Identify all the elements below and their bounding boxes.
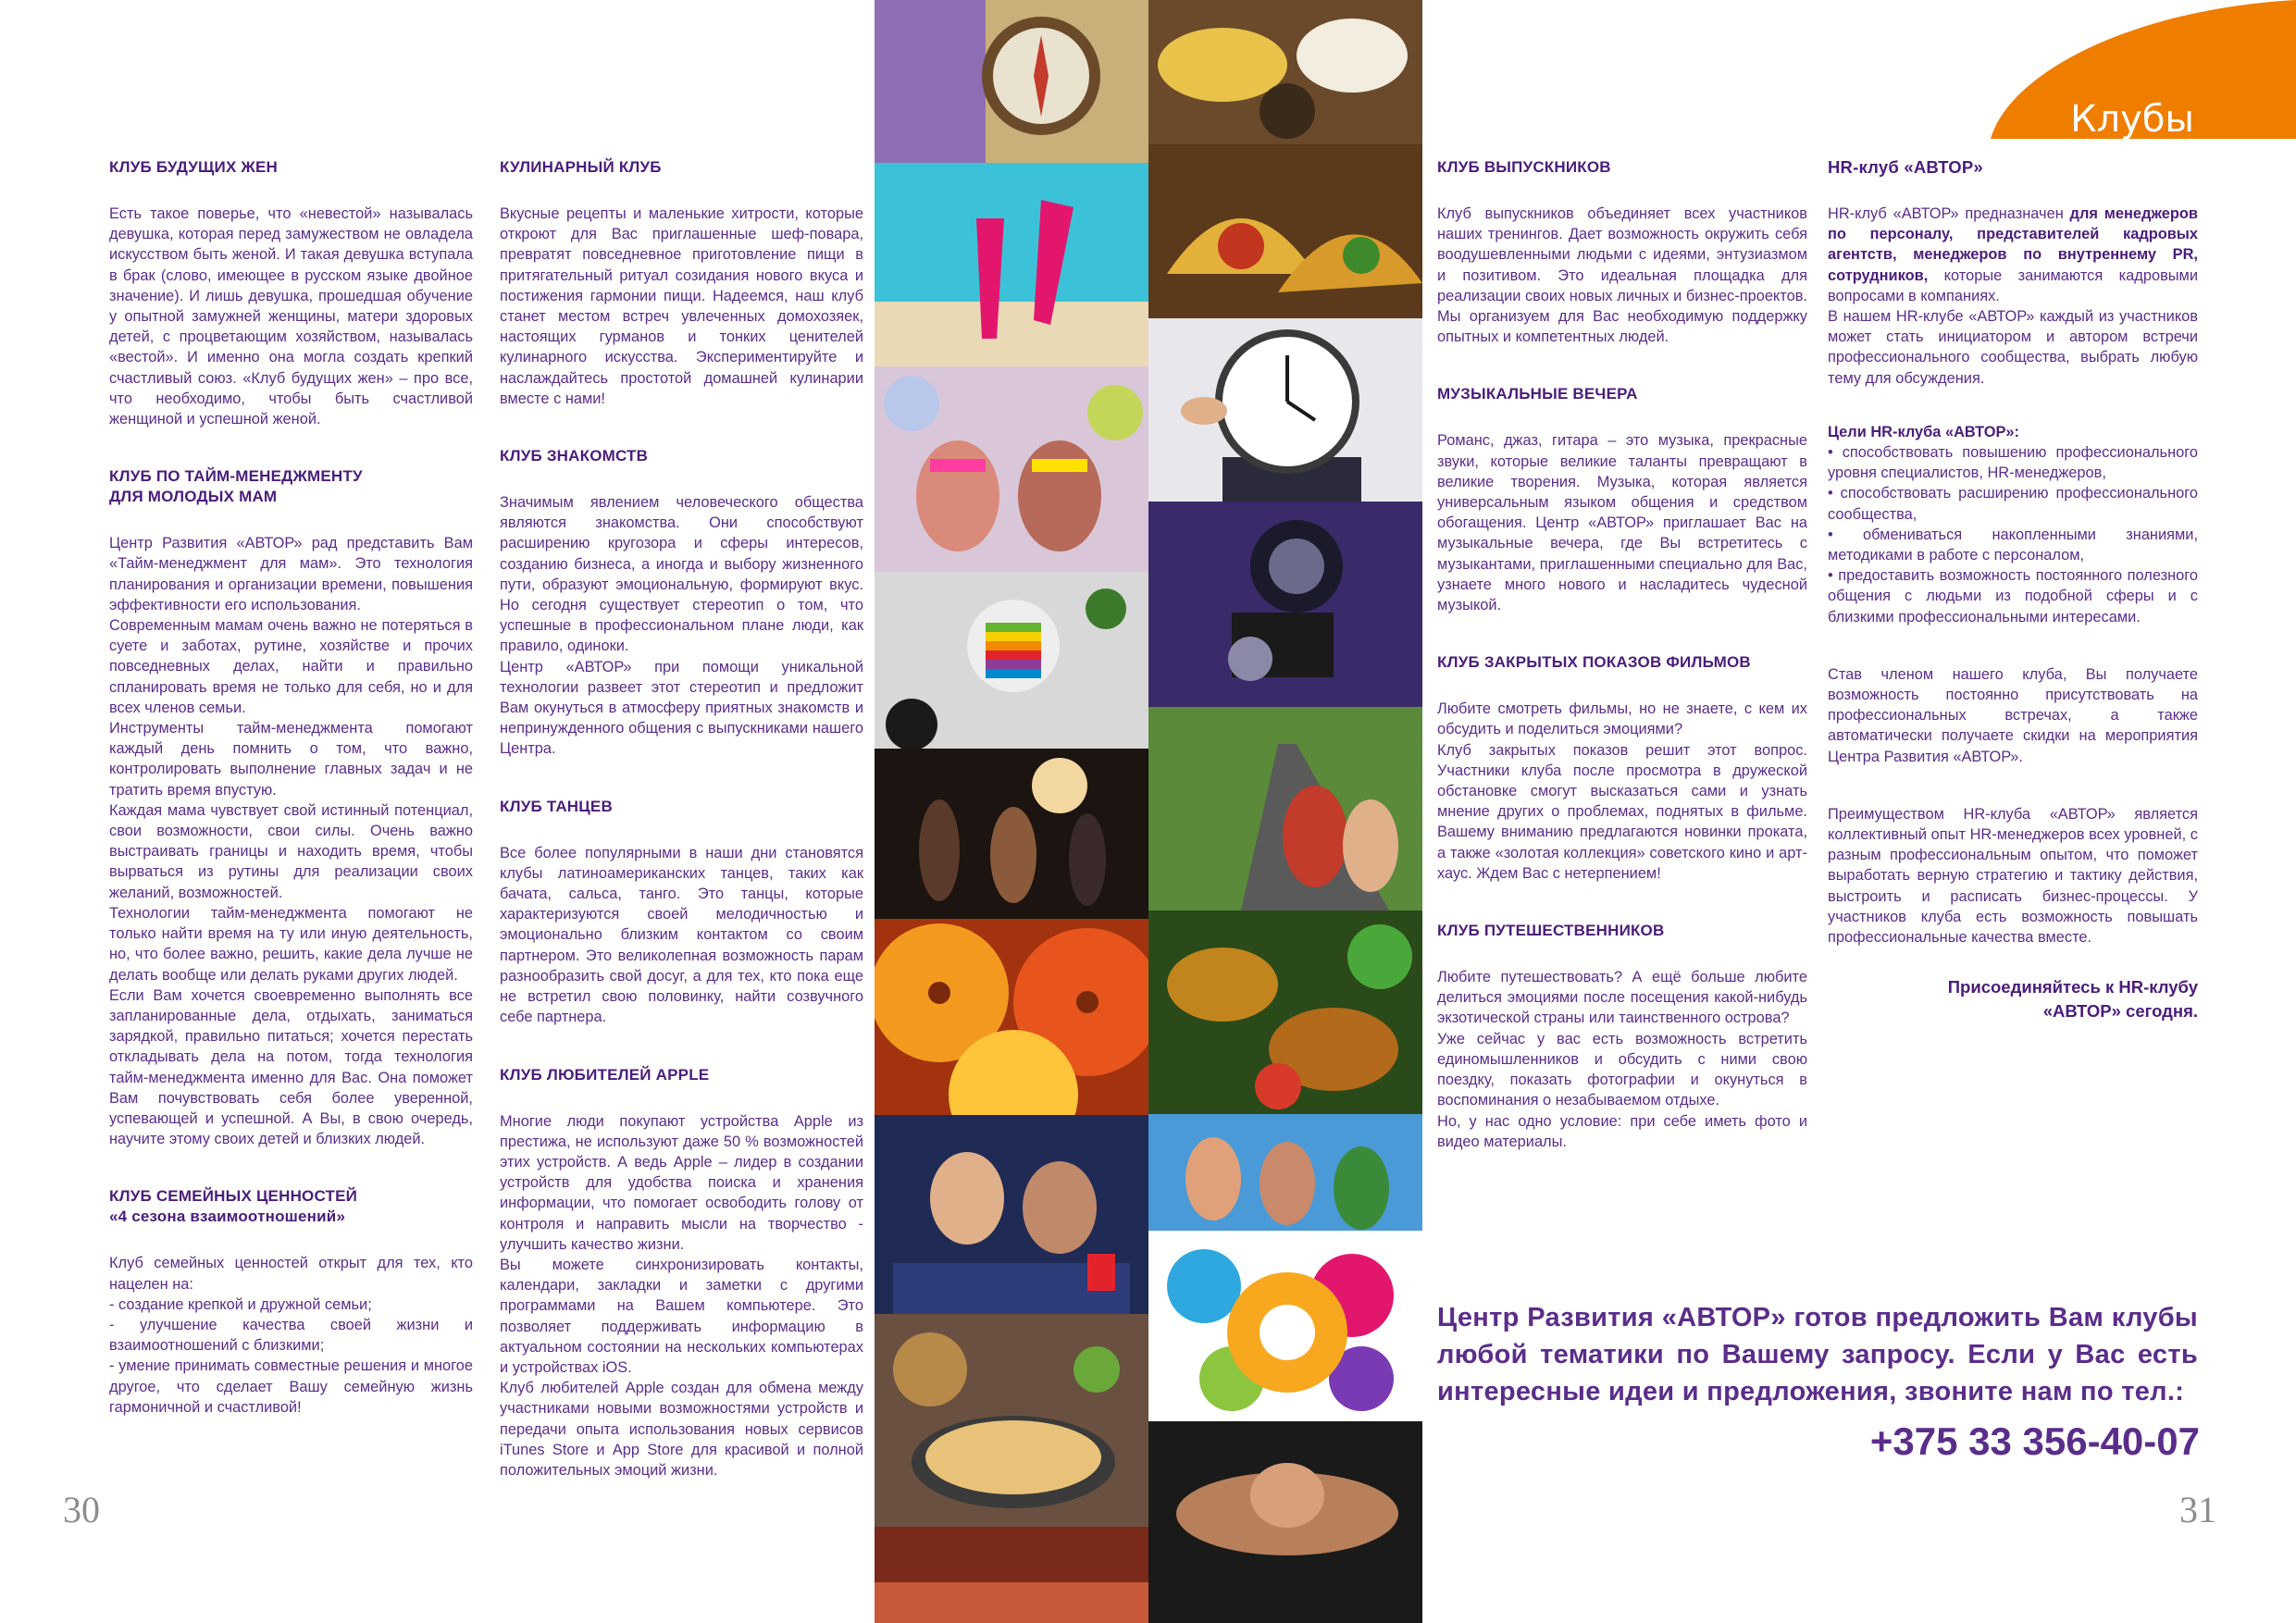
- column-1: [109, 157, 473, 1455]
- section-title: Клубы: [2070, 98, 2194, 141]
- title-line-1: КЛУБ ПО ТАЙМ-МЕНЕДЖМЕНТУ: [109, 467, 363, 486]
- paragraph: Современным мамам очень важно не потеряться в суете и заботах, рутине, хозяйстве и прочих повседневных делах, найти и правильно спланировать время не только для себя, но и для всех членов семьи.: [109, 617, 473, 716]
- list-item: - умение принимать совместные решения и многое другое, что сделает Вашу семейную жизнь гармоничной и счастливой!: [109, 1357, 473, 1416]
- section-text: Все более популярными в наши дни становятся клубы латиноамериканских танцев, таких как бачата, сальса, танго. Это танцы, которые характеризуются своей мелодичностью и эмоционально близким контактом со своим партнером. Это великолепная возможность парам разнообразить свой досуг, а для тех, кто пока еще не встретил свою половинку, найти созвучного себе партнера.: [500, 844, 863, 1026]
- section-films: [1437, 652, 1807, 884]
- section-title-dance: КЛУБ ТАНЦЕВ: [500, 797, 613, 815]
- tacos-photo: [1148, 144, 1422, 318]
- section-title-travellers: КЛУБ ПУТЕШЕСТВЕННИКОВ: [1437, 922, 1665, 940]
- join-line-1: Присоединяйтесь к HR-клубу: [1947, 977, 2198, 997]
- list-item: - создание крепкой и дружной семьи;: [109, 1295, 372, 1313]
- paragraph: Центр «АВТОР» при помощи уникальной технологии развеет этот стереотип и предложит Вам окунуться в атмосферу приятных знакомств и непринужденного общения с выпускниками нашего Центра.: [500, 658, 863, 758]
- join-line-2: «АВТОР» сегодня.: [2042, 1001, 2198, 1022]
- cheering-friends-photo: [1148, 1114, 1422, 1231]
- paper-umbrellas-photo: [875, 919, 1148, 1115]
- paragraph: Технологии тайм-менеджмента помогают не только найти время на ту или иную деятельность, но, что более важно, решить, какие дела лучше не делать вообще или делать руками других людей.: [109, 904, 473, 984]
- section-future-wives: [109, 157, 473, 429]
- section-culinary: [500, 157, 863, 409]
- hr-intro-audience: для менеджеров по персоналу, представителей кадровых агентств, менеджеров по внутреннему PR, сотрудников,: [1828, 205, 2198, 284]
- concert-crowd-photo: [875, 1527, 1148, 1623]
- film-camera-photo: [1148, 502, 1422, 707]
- section-time-management: [109, 466, 473, 1149]
- paragraph: Значимым явлением человеческого общества являются знакомства. Они способствуют расширению кругозора и сферы интересов, созданию бизнеса, а иногда и выбору жизненного пути, образуют эмоциональную, формируют вкус. Но сегодня существует стереотип о том, что успешные в профессиональном плане люди, как правило, одиноки.: [500, 494, 863, 655]
- stuffed-vegetables-photo: [1148, 911, 1422, 1114]
- paragraph: Уже сейчас у вас есть возможность встретить единомышленников и обсудить с ними свою поездку, показать фотографии и окунуться в воспоминания о незабываемом отдыхе.: [1437, 1030, 1807, 1109]
- section-music: [1437, 384, 1807, 615]
- paragraph: Центр Развития «АВТОР» рад представить Вам «Тайм-менеджмент для мам». Это технология планирования и организации времени, повышения эффективности его использования.: [109, 535, 473, 613]
- title-line-1: КЛУБ СЕМЕЙНЫХ ЦЕННОСТЕЙ: [109, 1187, 358, 1206]
- paragraph: Каждая мама чувствует свой истинный потенциал, свои возможности, свои силы. Очень важно выстраивать границы и находить время, чтобы вырваться из рутины для реализации своих желаний, возможностей.: [109, 801, 473, 901]
- cinema-audience-photo: [875, 1115, 1148, 1314]
- title-line-2: «4 сезона взаимоотношений»: [109, 1208, 346, 1226]
- paragraph: Любите смотреть фильмы, но не знаете, с кем их обсудить и поделиться эмоциями?: [1437, 700, 1807, 738]
- paragraph: Клуб любителей Apple создан для обмена между участниками новыми возможностями устройств и передачи опыта использования новых сервисов iTunes Store и App Store для красивой и полной положительных эмоций жизни.: [500, 1380, 863, 1479]
- paragraph: Но, у нас одно условие: при себе иметь фото и видео материалы.: [1437, 1112, 1807, 1150]
- section-dance: [500, 797, 863, 1028]
- paragraph: Если Вам хочется своевременно выполнять все запланированные дела, отдыхать, заниматься зарядкой, правильно питаться; хочется перестать откладывать дела на потом, тогда технология тайм-менеджмента именно для Вас. Она поможет Вам почувствовать себя более уверенной, успевающей и успешной. А Вы, в свою очередь, научите этому своих детей и близких людей.: [109, 986, 473, 1148]
- party-girls-photo: [875, 366, 1148, 572]
- paragraph: Любите путешествовать? А ещё больше любите делиться эмоциями после посещения какой-нибудь экзотической страны или таинственного острова?: [1437, 969, 1807, 1027]
- section-graduates: [1437, 157, 1807, 347]
- page-number-left: 30: [63, 1489, 100, 1530]
- clubs-invitation: Центр Развития «АВТОР» готов предложить Вам клубы любой тематики по Вашему запросу. Если у Вас есть интересные идеи и предложения, звоните нам по тел.:: [1437, 1303, 2198, 1406]
- section-apple: [500, 1065, 863, 1481]
- arm-wrestling-photo: [1148, 1421, 1422, 1623]
- title-line-2: ДЛЯ МОЛОДЫХ МАМ: [109, 488, 278, 506]
- list-item: - улучшение качества своей жизни и взаимоотношений с близкими;: [109, 1316, 473, 1355]
- compass-map-photo: [875, 0, 1148, 163]
- section-title-future-wives: КЛУБ БУДУЩИХ ЖЕН: [109, 158, 279, 176]
- dance-show-photo: [875, 749, 1148, 919]
- section-text: Романс, джаз, гитара – это музыка, прекрасные звуки, которые великие таланты превращают в великие творения. Музыка, которая является универсальным языком общения и средством обогащения. Центр «АВТОР» приглашает Вас на музыкальные вечера, где Вы встретитесь с музыкантами, приглашенными специально для Вас, узнаете много нового и насладитесь чудесной музыкой.: [1437, 432, 1807, 614]
- section-travellers: [1437, 921, 1807, 1152]
- hr-join-cta: [1828, 975, 2198, 1023]
- section-title-graduates: КЛУБ ВЫПУСКНИКОВ: [1437, 158, 1611, 176]
- paragraph: Инструменты тайм-менеджмента помогают каждый день помнить о том, что важно, контролировать выполнение главных задач и не тратить время впустую.: [109, 720, 473, 799]
- section-title-time-management: [109, 466, 473, 507]
- hr-goal-item: • способствовать повышению профессионального уровня специалистов, HR-менеджеров,: [1828, 444, 2198, 482]
- page-number-right: 31: [2179, 1489, 2216, 1530]
- food-market-photo: [1148, 0, 1422, 144]
- column-4: [1828, 157, 2198, 1023]
- section-family-values: [109, 1186, 473, 1418]
- cooking-kitchen-photo: [875, 1314, 1148, 1527]
- section-title-music: МУЗЫКАЛЬНЫЕ ВЕЧЕРА: [1437, 385, 1638, 403]
- hr-goal-item: • предоставить возможность постоянного полезного общения с людьми из подобной сферы и с близкими профессиональными интересами.: [1828, 567, 2198, 626]
- section-title-dating: КЛУБ ЗНАКОМСТВ: [500, 447, 649, 465]
- clock-businessman-photo: [1148, 318, 1422, 502]
- column-2: [500, 157, 863, 1518]
- hr-goal-item: • обмениваться накопленными знаниями, методиками в работе с персоналом,: [1828, 526, 2198, 564]
- section-text: Вкусные рецепты и маленькие хитрости, которые откроют для Вас приглашенные шеф-повара, превратят повседневное приготовление пищи в притягательный ритуал созидания нового вкуса и постижения гармонии пищи. Надеемся, наш клуб станет местом встреч увлеченных домохозяек, настоящих гурманов и тонких ценителей кулинарного искусства. Экспериментируйте и наслаждайтесь простотой домашней кулинарии вместе с нами!: [500, 205, 863, 407]
- hr-goals-title: Цели HR-клуба «АВТОР»:: [1828, 423, 2019, 440]
- section-text: Клуб выпускников объединяет всех участников наших тренингов. Дает возможность окружить себя воодушевленными людьми с идеями, энтузиазмом и позитивом. Это идеальная площадка для реализации своих новых личных и бизнес-проектов. Мы организуем для Вас необходимую поддержку опытных и компетентных людей.: [1437, 205, 1807, 346]
- paragraph: Клуб закрытых показов решит этот вопрос. Участники клуба после просмотра в дружеской обстановке смогут высказаться сами и узнать мнение других о проблемах, поднятых в фильме. Вашему вниманию предлагаются новинки проката, а также «золотая коллекция» советского кино и арт-хаус. Ждем Вас с нетерпением!: [1437, 741, 1807, 882]
- paragraph: Многие люди покупают устройства Apple из престижа, не используют даже 50 % возможностей этих устройств. А ведь Apple – лидер в создании устройств для удобства поиска и хранения информации, что помогает освободить голову от контроля и направить мысли на творчество - улучшить качество жизни.: [500, 1112, 863, 1253]
- hr-intro-end: которые занимаются кадровыми вопросами в компаниях.: [1828, 266, 2198, 304]
- photo-column-right: [1148, 0, 1422, 1623]
- hr-membership: Став членом нашего клуба, Вы получаете возможность постоянно присутствовать на профессиональных встречах, а также автоматически получаете скидки на мероприятия Центра Развития «АВТОР».: [1828, 665, 2198, 765]
- section-title-family-values: [109, 1186, 473, 1227]
- hr-advantage: Преимуществом HR-клуба «АВТОР» является коллективный опыт HR-менеджеров всех уровней, с разным профессиональным опытом, что поможет выработать верную стратегию и тактику действия, выстроить и расписать бизнес-процессы. У участников клуба есть возможность повышать профессиональные качества вместе.: [1828, 805, 2198, 947]
- hr-intro-start: HR-клуб «АВТОР» предназначен: [1828, 205, 2070, 222]
- hr-goal-item: • способствовать расширению профессионального сообщества,: [1828, 485, 2198, 523]
- apple-logos-photo: [875, 572, 1148, 749]
- sea-flippers-photo: [875, 163, 1148, 366]
- paragraph: Вы можете синхронизировать контакты, календари, закладки и заметки с другими программами на Вашем компьютере. Это позволяет поддерживать информацию в актуальном состоянии на нескольких компьютерах и устройствах iOS.: [500, 1256, 863, 1376]
- section-title-films: КЛУБ ЗАКРЫТЫХ ПОКАЗОВ ФИЛЬМОВ: [1437, 653, 1751, 672]
- section-title-apple: КЛУБ ЛЮБИТЕЛЕЙ APPLE: [500, 1065, 710, 1084]
- paragraph: Клуб семейных ценностей открыт для тех, кто нацелен на:: [109, 1255, 473, 1293]
- paragraph: В нашем HR-клубе «АВТОР» каждый из участников может стать инициатором и автором встречи профессионального сообщества, выбрать любую тему для обсуждения.: [1828, 308, 2198, 387]
- section-dating: [500, 446, 863, 760]
- section-text: Есть такое поверье, что «невестой» называлась девушка, которая перед замужеством не овладела искусством быть женой. И такая девушка вступала в брак (слово, имеющее в русском языке двойное значение). И лишь девушка, прошедшая обучение у опытной замужней женщины, матери здоровых детей, с процветающим хозяйством, называлась «вестой». И именно она могла создать крепкий счастливый союз. «Клуб будущих жен» – про все, что необходимо, чтобы быть счастливой женщиной и успешной женой.: [109, 205, 473, 428]
- travellers-road-photo: [1148, 707, 1422, 911]
- hr-intro: [1828, 204, 2198, 306]
- column-3: [1437, 157, 1807, 1189]
- contact-phone[interactable]: +375 33 356-40-07: [1869, 1419, 2200, 1463]
- photo-column-left: [875, 0, 1148, 1623]
- photo-collage: [875, 0, 1422, 1623]
- apple-paint-splash-photo: [1148, 1231, 1422, 1421]
- section-title-culinary: КУЛИНАРНЫЙ КЛУБ: [500, 158, 662, 176]
- section-title-hr-club: HR-клуб «АВТОР»: [1828, 157, 1983, 177]
